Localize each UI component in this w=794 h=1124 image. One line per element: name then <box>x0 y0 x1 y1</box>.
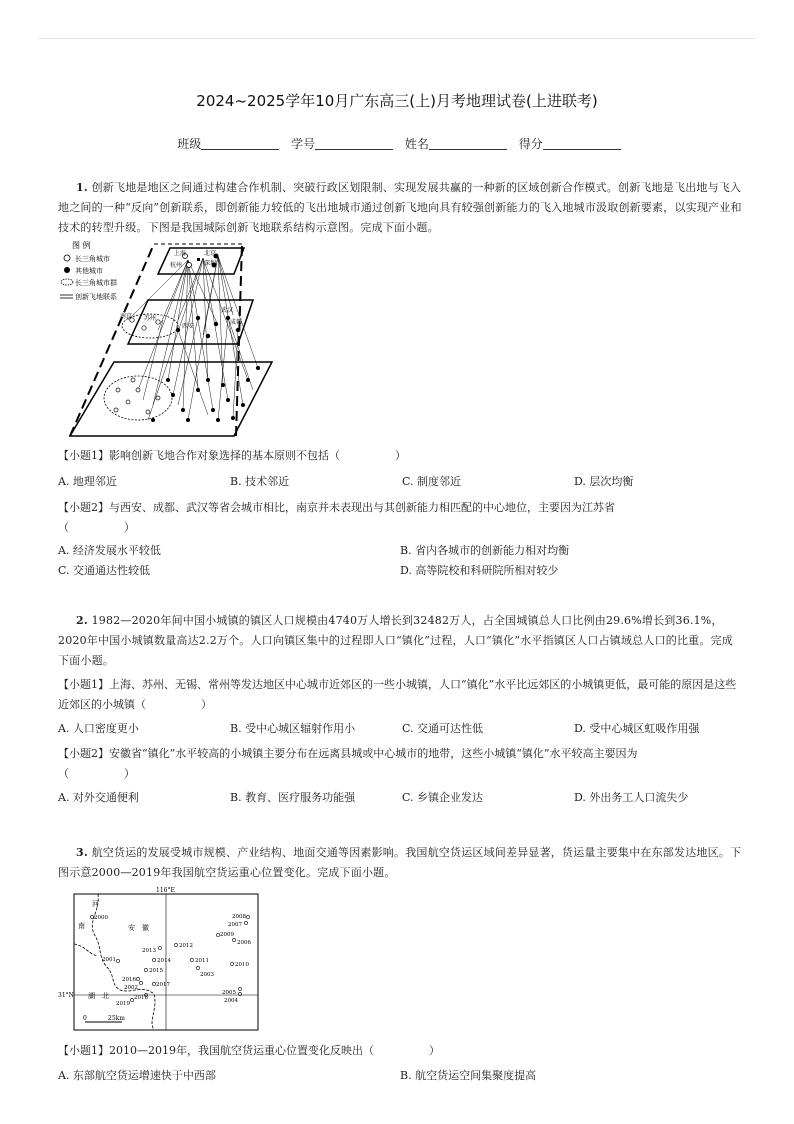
name-blank[interactable] <box>429 137 507 150</box>
page-title: 2024~2025学年10月广东高三(上)月考地理试卷(上进联考) <box>196 92 598 110</box>
city-label-nanjing: 南京 <box>120 313 133 320</box>
question-2-sub-1-options <box>58 719 742 739</box>
year-label-2012: 2012 <box>179 943 193 949</box>
year-label-2005: 2005 <box>222 990 236 996</box>
yangtze-city-legend-icon <box>64 255 70 261</box>
class-blank[interactable] <box>201 137 279 150</box>
option-a[interactable]: A. 地理邻近 <box>58 475 117 488</box>
student-number-blank[interactable] <box>315 137 393 150</box>
option-d[interactable]: D. 层次均衡 <box>574 475 634 488</box>
question-1-number: 1. <box>76 181 88 194</box>
year-label-2013: 2013 <box>142 948 156 954</box>
top-city-node <box>187 263 192 268</box>
point-2001 <box>116 959 119 962</box>
year-label-2019: 2019 <box>116 1001 130 1007</box>
year-label-2003: 2003 <box>200 972 214 978</box>
question-3-sub-1-options <box>58 1066 742 1086</box>
option-a[interactable]: A. 经济发展水平较低 <box>58 544 161 557</box>
question-1-sub-2-blank: （ ） <box>58 521 135 534</box>
student-info-line <box>0 135 794 152</box>
option-d[interactable]: D. 高等院校和科研院所相对较少 <box>400 564 559 577</box>
year-label-2009: 2009 <box>220 932 234 938</box>
yangtze-region-outline-bottom <box>104 376 172 420</box>
score-label: 得分 <box>518 137 543 151</box>
region-label-he: 河 <box>92 900 99 908</box>
legend-yangtze-region: 长三角城市群 <box>75 279 117 287</box>
legend-yangtze-city: 长三角城市 <box>75 255 110 263</box>
year-label-2016: 2016 <box>122 977 136 983</box>
point-2008 <box>246 915 249 918</box>
legend-other-city: 其他城市 <box>75 267 103 275</box>
point-2012 <box>174 943 177 946</box>
question-2-sub-2-options <box>58 788 742 808</box>
question-2-sub-2-blank: （ ） <box>58 767 135 780</box>
city-label-beijing: 北京 <box>204 250 217 257</box>
question-1-intro <box>58 178 742 238</box>
year-label-2018: 2018 <box>134 995 148 1001</box>
year-label-2000: 2000 <box>94 915 108 921</box>
question-1-text: 创新飞地是地区之间通过构建合作机制、突破行政区划限制、实现发展共赢的一种新的区域创新合作模式。创新飞地是飞出地与飞入地之间的一种“反向”创新联系，即创新能力较低的飞出地城市通过创新飞地向具有较强创新能力的飞入地城市汲取创新要素，以实现产业和技术的转型升级。下图是我国城际创新飞地联系结构示意图。完成下面小题。 <box>58 181 742 234</box>
point-2005 <box>238 987 241 990</box>
year-label-2007: 2007 <box>228 922 242 928</box>
question-2-intro <box>58 611 742 671</box>
region-label-anhui: 安 徽 <box>128 924 149 932</box>
question-3-text: 航空货运的发展受城市规模、产业结构、地面交通等因素影响。我国航空货运区域间差异显著，货运量主要集中在东部发达地区。下图示意2000—2019年我国航空货运重心位置变化。完成下面小题。 <box>58 846 742 879</box>
question-1-sub-1: 【小题1】影响创新飞地合作对象选择的基本原则不包括（ ） <box>58 449 406 462</box>
option-d[interactable]: D. 外出务工人口流失少 <box>574 791 689 804</box>
point-2014 <box>152 958 155 961</box>
point-2013 <box>158 946 161 949</box>
question-3-sub-1: 【小题1】2010—2019年，我国航空货运重心位置变化反映出（ ） <box>58 1044 440 1057</box>
year-label-2010: 2010 <box>235 962 249 968</box>
city-label-xian: 西安 <box>182 323 195 330</box>
question-1-sub-2-stem: 【小题2】与西安、成都、武汉等省会城市相比，南京并未表现出与其创新能力相匹配的中心地位，主要因为江苏省 <box>58 501 615 514</box>
top-rule <box>38 38 756 39</box>
point-2010 <box>230 962 233 965</box>
option-a[interactable]: A. 对外交通便利 <box>58 791 139 804</box>
question-1-sub-2 <box>58 498 742 538</box>
city-label-suzhou: 苏州 <box>144 315 157 322</box>
year-label-2001: 2001 <box>102 957 116 963</box>
year-label-2015: 2015 <box>149 968 163 974</box>
option-b[interactable]: B. 教育、医疗服务功能强 <box>230 791 356 804</box>
option-d[interactable]: D. 受中心城区虹吸作用强 <box>574 722 700 735</box>
option-b[interactable]: B. 省内各城市的创新能力相对均衡 <box>400 544 570 557</box>
option-b[interactable]: B. 航空货运空间集聚度提高 <box>400 1069 537 1082</box>
city-label-shanghai: 上海 <box>174 250 187 257</box>
city-label-shenzhen: 深圳 <box>204 260 217 267</box>
city-label-wuhan: 武汉 <box>221 307 234 314</box>
year-labels <box>94 914 251 1007</box>
point-2006 <box>232 938 235 941</box>
scale-zero: 0 <box>83 1015 87 1022</box>
point-2016 <box>136 977 139 980</box>
question-3-number: 3. <box>76 846 88 859</box>
city-label-hangzhou: 杭州 <box>170 262 183 269</box>
option-c[interactable]: C. 交通通达性较低 <box>58 564 151 577</box>
year-label-2002: 2002 <box>124 985 138 991</box>
class-label: 班级 <box>177 137 202 151</box>
year-label-2004: 2004 <box>224 998 238 1004</box>
city-label-chengdu: 成都 <box>230 319 243 326</box>
option-a[interactable]: A. 人口密度更小 <box>58 722 139 735</box>
point-2015 <box>144 968 147 971</box>
air-cargo-center-map <box>58 884 268 1034</box>
scale-25km: 25km <box>108 1015 125 1022</box>
question-1-sub-1-options <box>58 472 742 492</box>
option-a[interactable]: A. 东部航空货运增速快于中西部 <box>58 1069 216 1082</box>
innovation-enclave-diagram <box>58 240 288 440</box>
question-2-sub-2-stem: 【小题2】安徽省“镇化”水平较高的小城镇主要分布在远离县城或中心城市的地带，这些小城镇“镇化”水平较高主要因为 <box>58 747 638 760</box>
score-blank[interactable] <box>543 137 621 150</box>
point-2002 <box>139 981 142 984</box>
point-2011 <box>190 958 193 961</box>
question-2-number: 2. <box>76 614 88 627</box>
longitude-label: 116°E <box>156 887 175 894</box>
question-2-sub-1: 【小题1】上海、苏州、无锡、常州等发达地区中心城市近郊区的一些小城镇，人口“镇化”水平比远郊区的小城镇更低，最可能的原因是这些近郊区的小城镇（ ） <box>58 678 737 711</box>
question-2-sub-2 <box>58 744 742 784</box>
legend-link: 创新飞地联系 <box>75 293 117 301</box>
student-number-label: 学号 <box>291 137 316 151</box>
year-label-2006: 2006 <box>237 940 251 946</box>
region-label-hubei: 湖 北 <box>88 992 109 1000</box>
option-b[interactable]: B. 技术邻近 <box>230 475 290 488</box>
point-2003 <box>196 966 199 969</box>
option-b[interactable]: B. 受中心城区辐射作用小 <box>230 722 356 735</box>
option-c[interactable]: C. 乡镇企业发达 <box>402 791 484 804</box>
region-label-nan: 南 <box>78 922 85 930</box>
latitude-label: 31°N <box>58 992 74 999</box>
name-label: 姓名 <box>404 137 429 151</box>
year-label-2017: 2017 <box>156 982 170 988</box>
option-c[interactable]: C. 交通可达性低 <box>402 722 484 735</box>
year-label-2008: 2008 <box>232 914 246 920</box>
question-3-intro <box>58 843 742 883</box>
point-2007 <box>244 921 247 924</box>
year-label-2011: 2011 <box>195 958 209 964</box>
yangtze-region-legend-icon <box>61 279 73 285</box>
top-layer <box>158 248 244 274</box>
question-1-sub-2-options <box>58 541 742 581</box>
legend-title: 图 例 <box>72 241 91 250</box>
bottom-layer <box>70 362 272 436</box>
other-city-legend-icon <box>64 267 70 273</box>
option-c[interactable]: C. 制度邻近 <box>402 475 462 488</box>
question-2-text: 1982—2020年间中国小城镇的镇区人口规模由4740万人增长到32482万人，占全国城镇总人口比例由29.6%增长到36.1%，2020年中国小城镇数量高达2.2万个。人口向镇区集中的过程即人口“镇化”过程，人口“镇化”水平指镇区人口占镇域总人口的比重。完成下面小题。 <box>58 614 733 667</box>
year-label-2014: 2014 <box>157 958 171 964</box>
